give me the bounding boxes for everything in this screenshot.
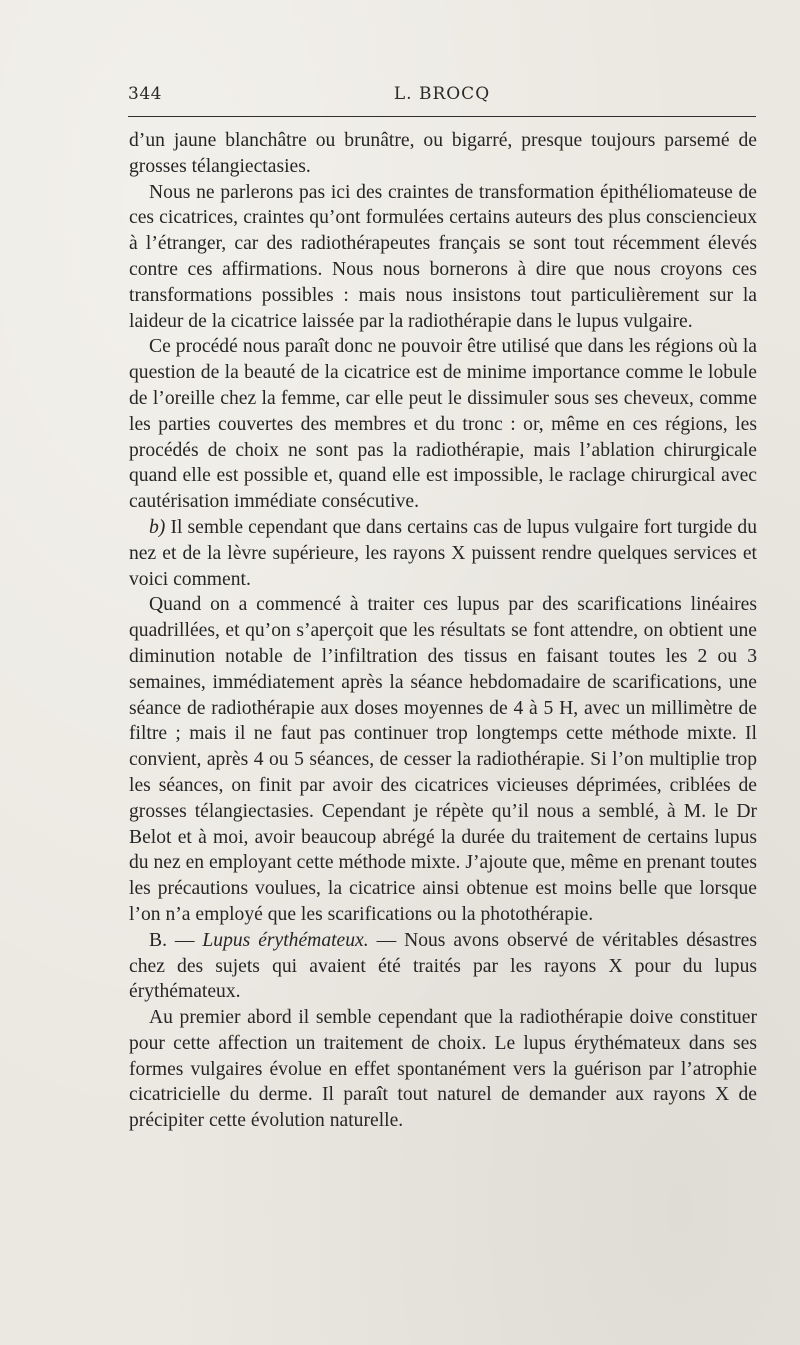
section-title: Lupus érythémateux. [202,929,369,951]
paragraph-2: Nous ne parlerons pas ici des craintes de transformation épithéliomateuse de ces cicatrices, craintes qu’ont formulées certains auteurs des plus consciencieux à l’étranger, car des radiothérapeutes français se sont tout récemment élevés contre ces affirmations. Nous nous bornerons à dire que nous croyons ces transformations possibles : mais nous insistons tout particulièrement sur la laideur de la cicatrice laissée par la radiothérapie dans le lupus vulgaire. [129,181,757,332]
running-head [128,80,756,112]
paragraph-4-text: Il semble cependant que dans certains cas de lupus vulgaire fort turgide du nez et de la lèvre supérieure, les rayons X puissent rendre quelques services et voici comment. [129,516,757,590]
page-number: 344 [128,84,162,104]
paragraph-3: Ce procédé nous paraît donc ne pouvoir être utilisé que dans les régions où la question de la beauté de la cicatrice est de minime importance comme le lobule de l’oreille chez la femme, car elle peut le dissimuler sous ses cheveux, comme les parties couvertes des membres et du tronc : or, même en ces régions, les procédés de choix ne sont pas la radiothérapie, mais l’ablation chirurgicale quand elle est possible et, quand elle est impossible, le raclage chirurgical avec cautérisation immédiate consécutive. [129,336,757,513]
paragraph-6-text: — Nous avons observé de véritables désastres chez des sujets qui avaient été traités par les rayons X pour du lupus érythémateux. [129,929,758,1003]
paragraph-5: Quand on a commencé à traiter ces lupus par des scarifications linéaires quadrillées, et qu’on s’aperçoit que les résultats se font attendre, on obtient une diminution notable de l’infiltration des tissus en faisant toutes les 2 ou 3 semaines, immédiatement après la séance hebdomadaire de scarifications, une séance de radiothérapie aux doses moyennes de 4 à 5 H, avec un millimètre de filtre ; mais il ne faut pas continuer trop longtemps cette méthode mixte. Il convient, après 4 ou 5 séances, de cesser la radiothérapie. Si l’on multiplie trop les séances, on finit par avoir des cicatrices vicieuses déprimées, criblées de grosses télangiectasies. Cependant je répète qu’il nous a semblé, à M. le Dr Belot et à moi, avoir beaucoup abrégé la durée du traitement de certains lupus du nez en employant cette méthode mixte. J’ajoute que, même en prenant toutes les précautions voulues, la cicatrice ainsi obtenue est moins belle que lorsque l’on n’a employé que les scarifications ou la photothérapie. [129,594,757,925]
paragraph-4 [129,515,757,592]
paragraph-6 [129,928,757,1005]
running-title: L. BROCQ [393,84,491,104]
paragraph-7: Au premier abord il semble cependant que la radiothérapie doive constituer pour cette affection un traitement de choix. Le lupus érythémateux dans ses formes vulgaires évolue en effet spontanément vers la guérison par l’atrophie cicatricielle du derme. Il paraît tout naturel de demander aux rayons X de précipiter cette évolution naturelle. [129,1007,757,1132]
paragraph-1: d’un jaune blanchâtre ou brunâtre, ou bigarré, presque toujours parsemé de grosses télangiectasies. [129,130,757,177]
header-rule [128,116,756,117]
section-label: B. — [149,929,203,951]
paragraph-4-lead: b) [149,516,166,538]
body-text [129,128,757,1134]
